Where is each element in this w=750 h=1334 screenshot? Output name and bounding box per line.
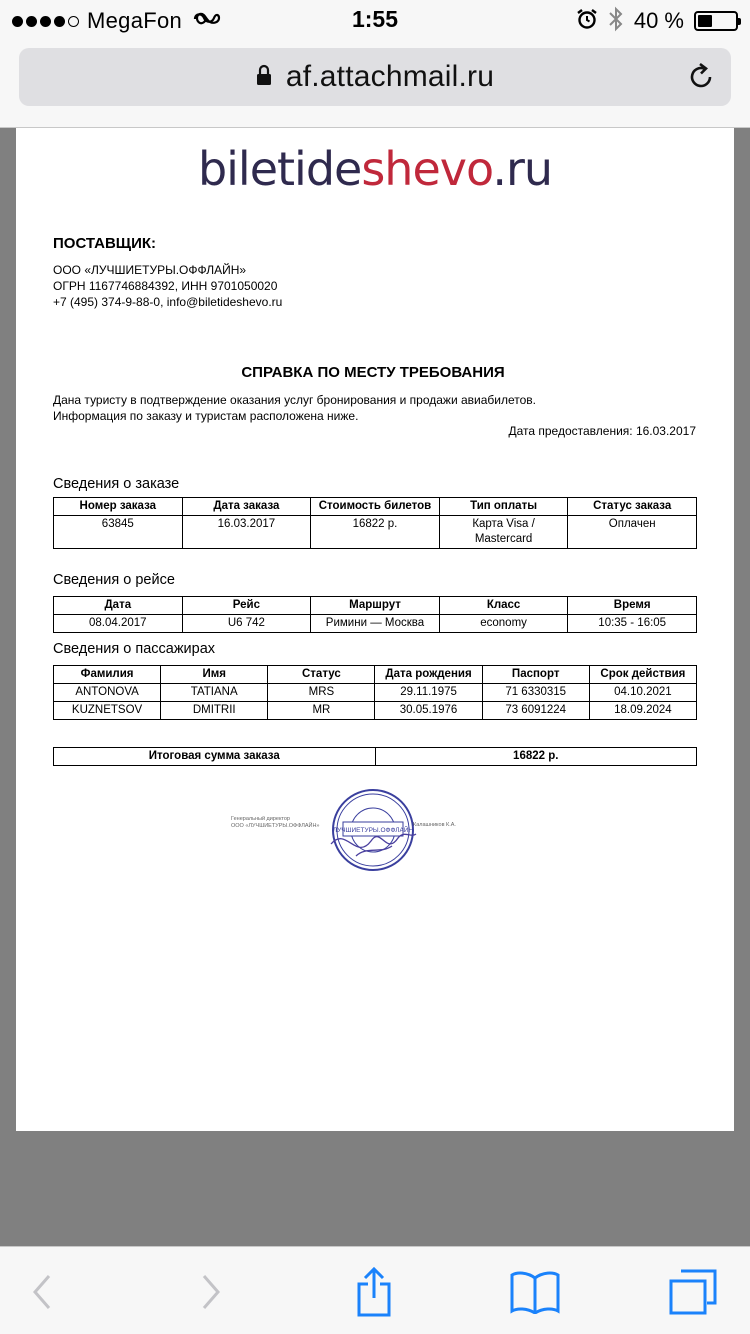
passenger-cell: TATIANA [161,684,268,702]
order-cell: Оплачен [568,516,697,549]
flight-cell: Римини — Москва [311,615,440,633]
passenger-header: Паспорт [482,666,589,684]
intro-text [53,392,536,424]
passenger-cell: 71 6330315 [482,684,589,702]
back-button[interactable] [14,1267,70,1317]
flight-header: Рейс [182,597,311,615]
status-right [576,6,738,36]
total-table [53,747,697,766]
passenger-cell: ANTONOVA [54,684,161,702]
company-stamp-icon [326,786,421,874]
browser-toolbar [0,1246,750,1334]
passengers-table [53,665,697,720]
passenger-header: Срок действия [589,666,696,684]
supplier-heading: ПОСТАВЩИК: [53,235,157,252]
tabs-button[interactable] [665,1267,721,1317]
order-table [53,497,697,549]
order-cell: 63845 [54,516,183,549]
total-label: Итоговая сумма заказа [54,748,376,766]
bookmarks-button[interactable] [507,1267,563,1317]
order-cell: 16822 р. [311,516,440,549]
table-row [54,516,697,549]
passenger-header: Дата рождения [375,666,482,684]
forward-button[interactable] [183,1267,239,1317]
passenger-cell: MRS [268,684,375,702]
signature-name: Калашников К.А. [413,822,456,828]
document-page [16,128,734,1131]
flight-section-title: Сведения о рейсе [53,572,175,588]
reload-icon[interactable] [685,61,717,98]
passengers-section-title: Сведения о пассажирах [53,641,216,657]
table-row [54,684,697,702]
supplier-line: +7 (495) 374-9-88-0, info@biletideshevo.ru [53,295,283,309]
signature-position: Генеральный директор ООО «ЛУЧШИЕТУРЫ.ОФФЛАЙН» [231,816,320,829]
table-row [54,702,697,720]
passenger-cell: 29.11.1975 [375,684,482,702]
intro-line: Дана туристу в подтверждение оказания услуг бронирования и продажи авиабилетов. [53,393,537,407]
passenger-cell: 18.09.2024 [589,702,696,720]
flight-header: Дата [54,597,183,615]
flight-table [53,596,697,633]
carrier-name: MegaFon [87,8,183,33]
supplier-line: ОГРН 1167746884392, ИНН 9701050020 [53,279,278,293]
certificate-title: СПРАВКА ПО МЕСТУ ТРЕБОВАНИЯ [241,364,505,381]
flight-cell: economy [439,615,568,633]
status-time: 1:55 [351,6,399,32]
intro-line: Информация по заказу и туристам расположена ниже. [53,409,359,423]
order-section-title: Сведения о заказе [53,476,180,492]
bookmarks-icon [509,1270,561,1314]
passenger-cell: MR [268,702,375,720]
lock-icon [256,64,272,91]
order-cell: Карта Visa / Mastercard [439,516,568,549]
passenger-cell: KUZNETSOV [54,702,161,720]
total-value: 16822 р. [375,748,697,766]
passenger-header: Имя [161,666,268,684]
order-header: Дата заказа [182,498,311,516]
order-cell: 16.03.2017 [182,516,311,549]
browser-chrome [0,40,750,128]
url-text[interactable]: af.attachmail.ru [285,60,495,93]
share-icon [354,1266,394,1318]
passenger-cell: 04.10.2021 [589,684,696,702]
passenger-cell: 73 6091224 [482,702,589,720]
address-bar[interactable] [19,48,731,106]
order-header: Стоимость билетов [311,498,440,516]
status-bar [0,0,750,40]
bluetooth-icon [608,6,624,37]
flight-cell: 08.04.2017 [54,615,183,633]
forward-icon [196,1272,226,1312]
flight-cell: U6 742 [182,615,311,633]
table-row [54,748,697,766]
order-header: Номер заказа [54,498,183,516]
supplier-details [53,262,282,310]
order-header: Тип оплаты [439,498,568,516]
battery-percent: 40 % [633,8,684,33]
share-button[interactable] [346,1267,402,1317]
flight-header: Маршрут [311,597,440,615]
issue-date: Дата предоставления: 16.03.2017 [508,424,696,438]
table-row [54,615,697,633]
passenger-cell: DMITRII [161,702,268,720]
svg-text:ЛУЧШИЕТУРЫ.ОФФЛАЙН: ЛУЧШИЕТУРЫ.ОФФЛАЙН [332,827,414,834]
battery-icon [694,11,738,31]
passenger-header: Фамилия [54,666,161,684]
flight-header: Класс [439,597,568,615]
order-header: Статус заказа [568,498,697,516]
passenger-cell: 30.05.1976 [375,702,482,720]
alarm-icon [576,8,598,35]
supplier-line: ООО «ЛУЧШИЕТУРЫ.ОФФЛАЙН» [53,263,247,277]
flight-cell: 10:35 - 16:05 [568,615,697,633]
signature-block [231,786,491,876]
tabs-icon [667,1267,719,1317]
passenger-header: Статус [268,666,375,684]
site-logo: biletideshevo.ru [197,142,553,196]
flight-header: Время [568,597,697,615]
back-icon [27,1272,57,1312]
